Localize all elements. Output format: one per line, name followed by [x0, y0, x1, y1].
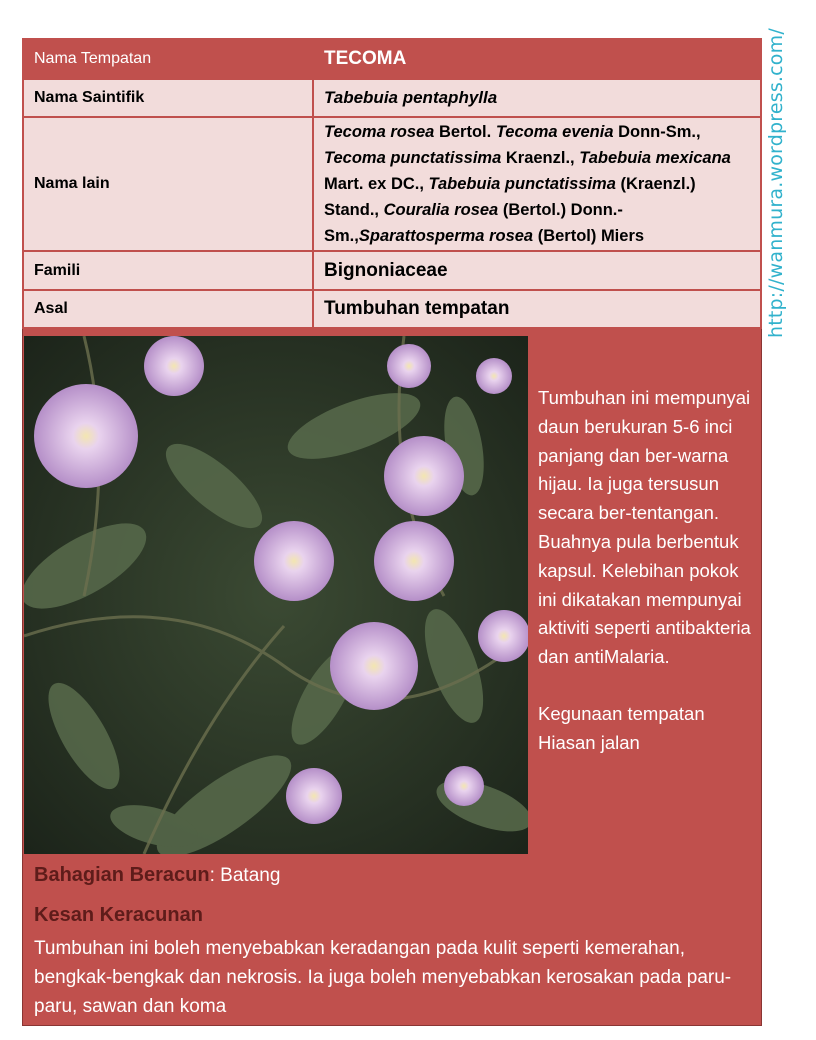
- other-names-label: Nama lain: [23, 117, 313, 251]
- synonym-authority: (Bertol.) Donn.-Sm.,: [324, 201, 623, 245]
- scientific-name-text: Tabebuia pentaphylla: [324, 88, 498, 107]
- table-row: [23, 290, 761, 328]
- description-paragraph: Tumbuhan ini mempunyai daun berukuran 5-6 inci panjang dan ber-warna hijau. Ia juga tersusun secara ber-tentangan. Buahnya pula berbentuk kapsul. Kelebihan pokok ini dikatakan mempunyai aktiviti seperti antibakteria dan antiMalaria.: [538, 387, 751, 668]
- table-row: [23, 251, 761, 290]
- synonym-species: Couralia rosea: [383, 201, 499, 219]
- family-label: Famili: [23, 251, 313, 290]
- uses-value: Hiasan jalan: [538, 731, 640, 753]
- scientific-name-value: [313, 79, 761, 117]
- plant-description: [538, 384, 760, 758]
- synonym-species: Sparattosperma rosea: [358, 227, 534, 245]
- table-row: [23, 39, 761, 79]
- local-name-label: Nama Tempatan: [23, 39, 313, 79]
- origin-value: Tumbuhan tempatan: [313, 290, 761, 328]
- local-name-value: TECOMA: [313, 39, 761, 79]
- other-names-list: [324, 119, 750, 249]
- synonym-authority: Kraenzl.,: [501, 149, 580, 167]
- poisonous-part-label: Bahagian Beracun: [34, 864, 210, 886]
- synonym-authority: Donn-Sm.,: [613, 123, 701, 141]
- synonym-species: Tabebuia mexicana: [579, 149, 731, 167]
- synonym-species: Tecoma evenia: [495, 123, 614, 141]
- poisonous-part-separator: :: [209, 865, 221, 886]
- poisoning-effects-title: Kesan Keracunan: [34, 904, 203, 926]
- flower-illustration: [24, 336, 528, 854]
- synonym-species: Tabebuia punctatissima: [428, 175, 616, 193]
- synonym-species: Tecoma rosea: [324, 123, 435, 141]
- table-row: [23, 117, 761, 251]
- scientific-name-label: Nama Saintifik: [23, 79, 313, 117]
- poisonous-part-value: Batang: [220, 865, 281, 886]
- synonym-authority: Bertol.: [434, 123, 496, 141]
- uses-title: Kegunaan tempatan: [538, 702, 705, 724]
- other-names-value: [313, 117, 761, 251]
- origin-label: Asal: [23, 290, 313, 328]
- family-value: Bignoniaceae: [313, 251, 761, 290]
- plant-info-table: [22, 38, 762, 329]
- poisonous-part: [34, 864, 280, 887]
- table-row: [23, 79, 761, 117]
- synonym-authority: Mart. ex DC.,: [324, 175, 429, 193]
- watermark-link[interactable]: http://wanmura.wordpress.com/: [765, 28, 787, 338]
- tecoma-flower-photo: [24, 336, 528, 854]
- poisoning-effects-text: Tumbuhan ini boleh menyebabkan keradangan pada kulit seperti kemerahan, bengkak-bengkak dan nekrosis. Ia juga boleh menyebabkan kerosakan pada paru-paru, sawan dan koma: [34, 938, 732, 1017]
- synonym-authority: (Kraenzl.) Stand.,: [324, 175, 696, 219]
- synonym-authority: (Bertol) Miers: [533, 227, 645, 245]
- synonym-species: Tecoma punctatissima: [324, 149, 502, 167]
